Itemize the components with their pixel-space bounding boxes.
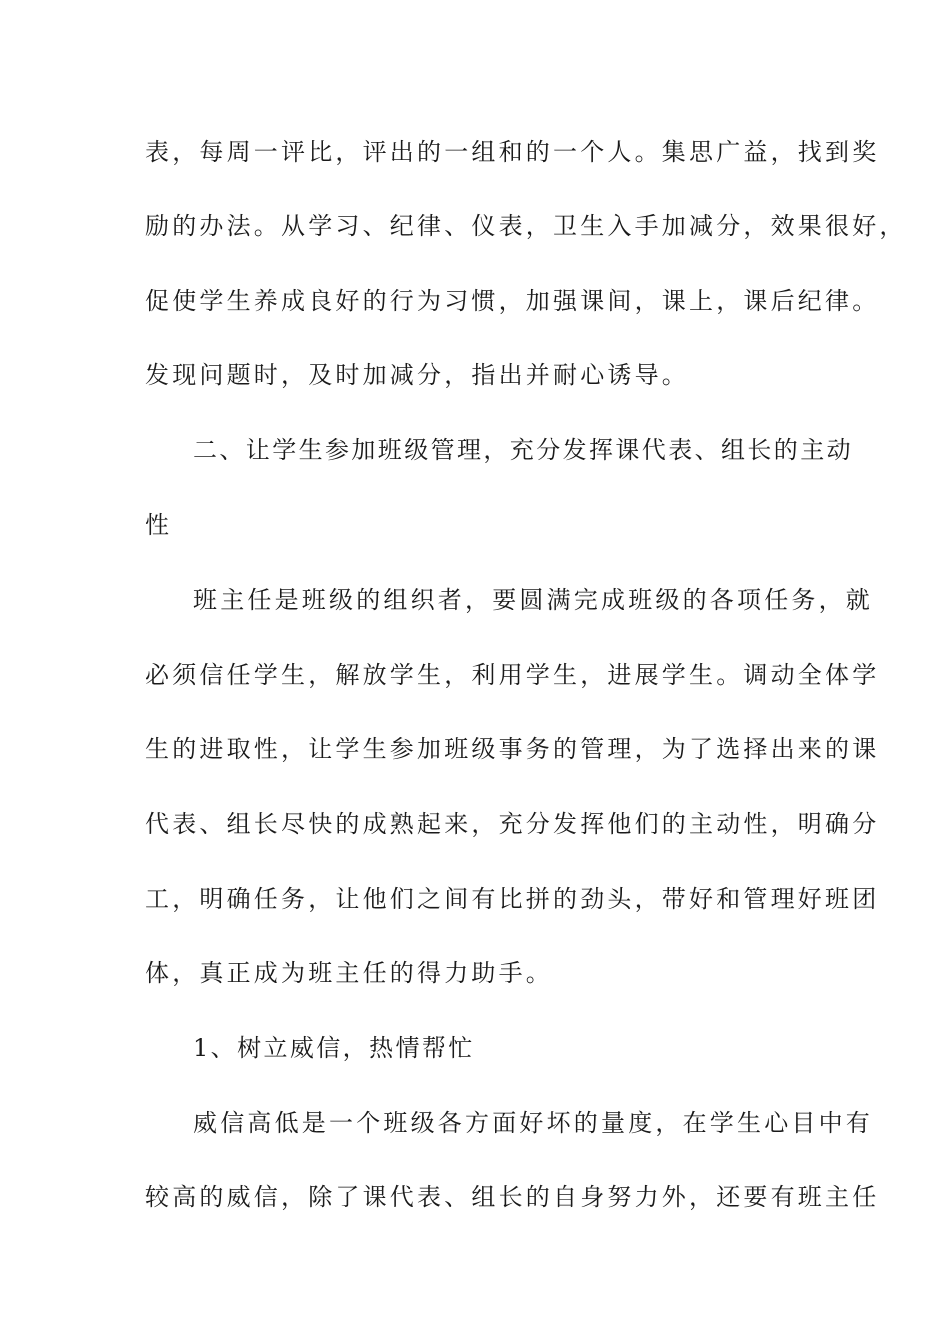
- text-line: 较高的威信，除了课代表、组长的自身努力外，还要有班主任: [145, 1183, 880, 1211]
- paragraph-first-line: 威信高低是一个班级各方面好坏的量度，在学生心目中有: [193, 1109, 873, 1137]
- paragraph-first-line: 班主任是班级的组织者，要圆满完成班级的各项任务，就: [193, 586, 873, 614]
- text-line: 励的办法。从学习、纪律、仪表，卫生入手加减分，效果很好，: [145, 212, 907, 240]
- section-heading-continued: 性: [145, 511, 172, 539]
- text-line: 表，每周一评比，评出的一组和的一个人。集思广益，找到奖: [145, 138, 880, 166]
- text-line: 必须信任学生，解放学生，利用学生，进展学生。调动全体学: [145, 661, 880, 689]
- text-line: 生的进取性，让学生参加班级事务的管理，为了选择出来的课: [145, 735, 880, 763]
- text-line: 体，真正成为班主任的得力助手。: [145, 959, 553, 987]
- text-line: 促使学生养成良好的行为习惯，加强课间，课上，课后纪律。: [145, 287, 880, 315]
- section-heading: 二、让学生参加班级管理，充分发挥课代表、组长的主动: [193, 436, 853, 464]
- text-line: 工，明确任务，让他们之间有比拼的劲头，带好和管理好班团: [145, 885, 880, 913]
- text-line: 代表、组长尽快的成熟起来，充分发挥他们的主动性，明确分: [145, 810, 880, 838]
- subsection-heading: 1、树立威信，热情帮忙: [193, 1034, 475, 1062]
- text-line: 发现问题时，及时加减分，指出并耐心诱导。: [145, 361, 689, 389]
